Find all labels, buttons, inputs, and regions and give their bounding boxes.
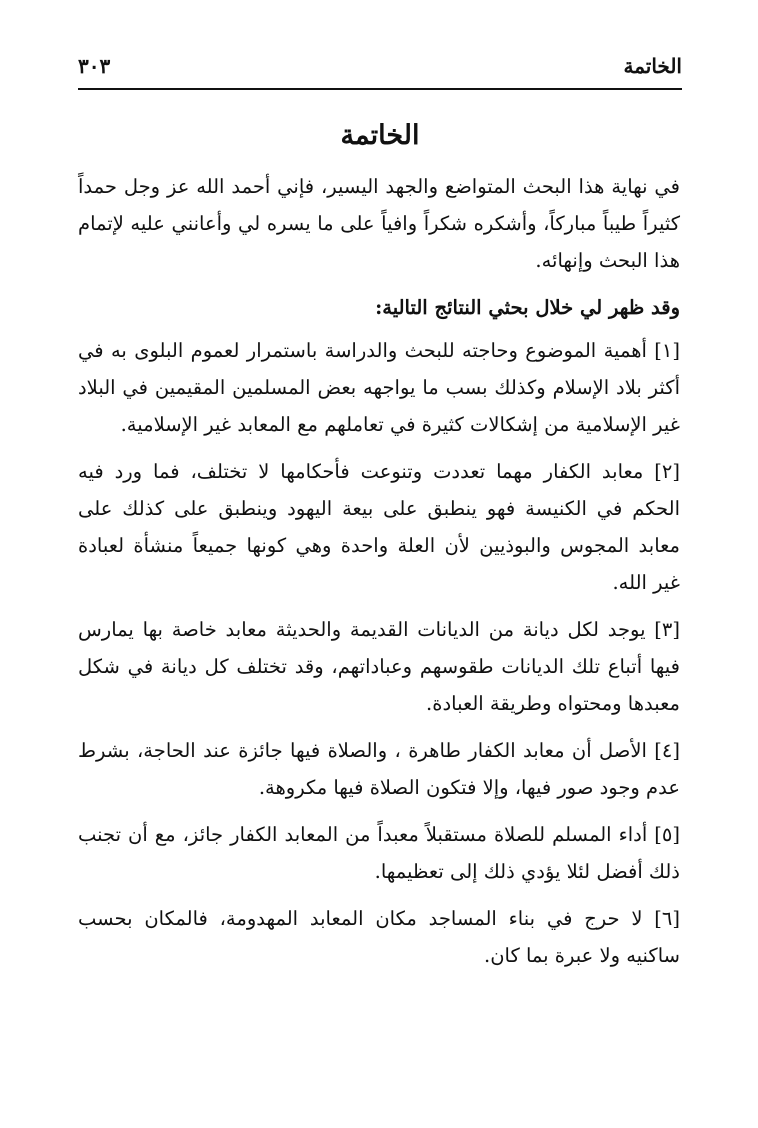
results-heading: وقد ظهر لي خلال بحثي النتائج التالية: [375,296,680,319]
body-text [78,168,680,984]
result-item-1: [١] أهمية الموضوع وحاجته للبحث والدراسة باستمرار لعموم البلوى به في أكثر بلاد الإسلام وكذلك بسب ما يواجهه بعض المسلمين المقيمين في البلاد غير الإسلامية من إشكالات كثيرة في تعاملهم مع المعابد غير الإسلامية. [78,339,680,436]
result-item-5: [٥] أداء المسلم للصلاة مستقبلاً معبداً من المعابد الكفار جائز، مع أن تجنب ذلك أفضل لئلا يؤدي ذلك إلى تعظيمها. [78,823,680,883]
intro-paragraph: في نهاية هذا البحث المتواضع والجهد اليسير، فإني أحمد الله عز وجل حمداً كثيراً طيباً مباركاً، وأشكره شكراً وافياً على ما يسره لي وأعانني عليه لإتمام هذا البحث وإنهائه. [78,175,680,272]
result-item-2: [٢] معابد الكفار مهما تعددت وتنوعت فأحكامها لا تختلف، فما ورد فيه الحكم في الكنيسة فهو ينطبق على بيعة اليهود وينطبق على كذلك على معابد المجوس والبوذيين لأن العلة واحدة وهي كونها جميعاً منشأة لعبادة غير الله. [78,460,680,594]
result-item-4: [٤] الأصل أن معابد الكفار طاهرة ، والصلاة فيها جائزة عند الحاجة، بشرط عدم وجود صور فيها، وإلا فتكون الصلاة فيها مكروهة. [78,739,680,799]
result-item-3: [٣] يوجد لكل ديانة من الديانات القديمة والحديثة معابد خاصة بها يمارس فيها أتباع تلك الديانات طقوسهم وعباداتهم، وقد تختلف كل ديانة في شكل معبدها ومحتواه وطريقة العبادة. [78,618,680,715]
result-item-6: [٦] لا حرج في بناء المساجد مكان المعابد المهدومة، فالمكان بحسب ساكنيه ولا عبرة بما كان. [78,907,680,967]
running-title: الخاتمة [623,54,682,78]
chapter-title: الخاتمة [340,120,420,151]
page-number: ٣٠٣ [78,54,111,78]
page-header [78,52,682,90]
